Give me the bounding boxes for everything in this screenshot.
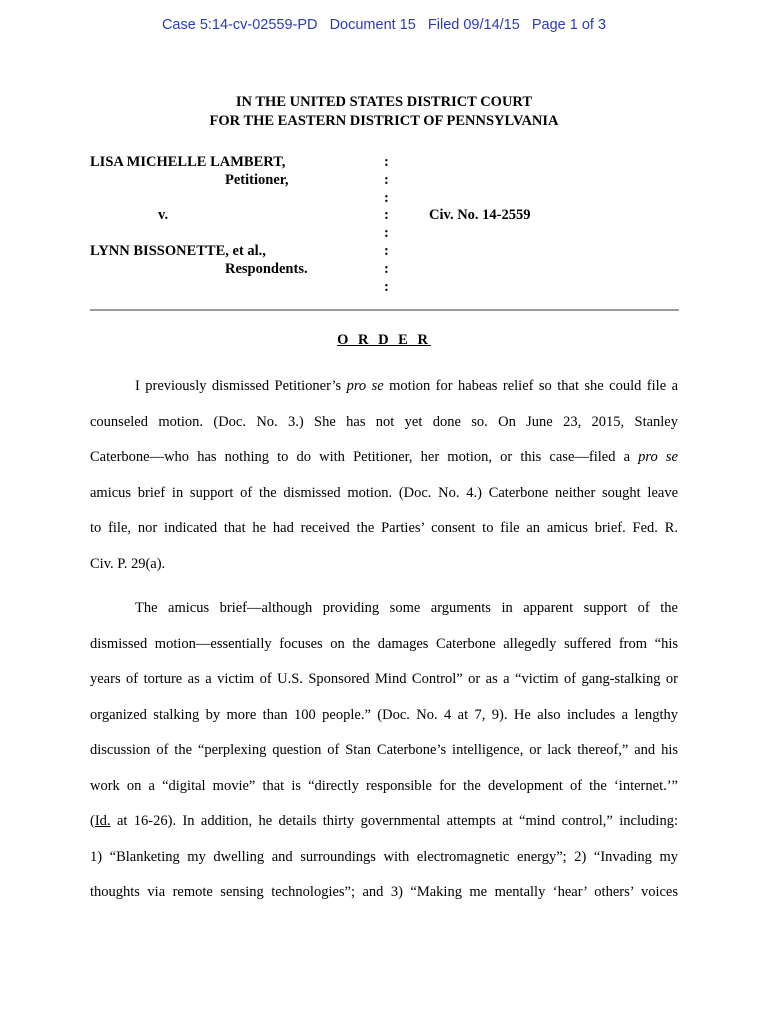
paragraph-line: Caterbone—who has nothing to do with Petitioner, her motion, or this case—filed a pro se: [90, 449, 678, 465]
caption-colon: :: [384, 243, 389, 259]
court-heading-line-1: IN THE UNITED STATES DISTRICT COURT: [235, 94, 533, 110]
paragraph-1: [90, 376, 678, 589]
caption-colon: :: [384, 261, 389, 277]
paragraph-line: counseled motion. (Doc. No. 3.) She has not yet done so. On June 23, 2015, Stanley: [90, 413, 678, 430]
petitioner-name: LISA MICHELLE LAMBERT,: [90, 154, 286, 170]
versus-label: v.: [158, 207, 169, 223]
civil-number: Civ. No. 14-2559: [429, 207, 531, 223]
paragraph-line: years of torture as a victim of U.S. Sponsored Mind Control” or as a “victim of gang-stalking or: [90, 671, 678, 687]
caption-colon: :: [384, 279, 389, 295]
paragraph-line: to file, nor indicated that he had received the Parties’ consent to file an amicus brief. Fed. R.: [90, 520, 678, 536]
paragraph-line: I previously dismissed Petitioner’s pro se motion for habeas relief so that she could file a: [135, 378, 678, 394]
caption-colon: :: [384, 207, 389, 223]
court-heading: [0, 93, 768, 131]
caption-colon: :: [384, 190, 389, 206]
respondent-role: Respondents.: [225, 261, 308, 277]
court-heading-line-2: FOR THE EASTERN DISTRICT OF PENNSYLVANIA: [209, 113, 559, 129]
paragraph-line: dismissed motion—essentially focuses on the damages Caterbone allegedly suffered from “his: [90, 635, 678, 652]
paragraph-2: [90, 598, 678, 918]
paragraph-line: work on a “digital movie” that is “directly responsible for the development of the ‘internet.’”: [90, 777, 678, 794]
paragraph-line: thoughts via remote sensing technologies”; and 3) “Making me mentally ‘hear’ others’ voices: [90, 884, 678, 900]
paragraph-line: Civ. P. 29(a).: [90, 555, 166, 572]
document-header-stamp: Case 5:14-cv-02559-PD Document 15 Filed 09/14/15 Page 1 of 3: [161, 17, 607, 33]
caption-colon: :: [384, 154, 389, 170]
paragraph-line: discussion of the “perplexing question of Stan Caterbone’s intelligence, or lack thereof,” and his: [90, 742, 678, 758]
respondent-name: LYNN BISSONETTE, et al.,: [90, 243, 266, 259]
paragraph-line: (Id. at 16-26). In addition, he details thirty governmental attempts at “mind control,” including:: [90, 813, 678, 829]
caption-colon: :: [384, 172, 389, 188]
paragraph-line: organized stalking by more than 100 people.” (Doc. No. 4 at 7, 9). He also includes a lengthy: [90, 706, 678, 723]
petitioner-role: Petitioner,: [225, 172, 289, 188]
citation-id: Id.: [94, 813, 111, 829]
paragraph-line: The amicus brief—although providing some arguments in apparent support of the: [135, 600, 678, 616]
paragraph-line: amicus brief in support of the dismissed motion. (Doc. No. 4.) Caterbone neither sought leave: [90, 484, 678, 501]
caption-colon: :: [384, 225, 389, 241]
order-title: O R D E R: [337, 332, 431, 348]
caption-divider: [90, 309, 679, 311]
paragraph-line: 1) “Blanketing my dwelling and surroundings with electromagnetic energy”; 2) “Invading my: [90, 848, 678, 865]
